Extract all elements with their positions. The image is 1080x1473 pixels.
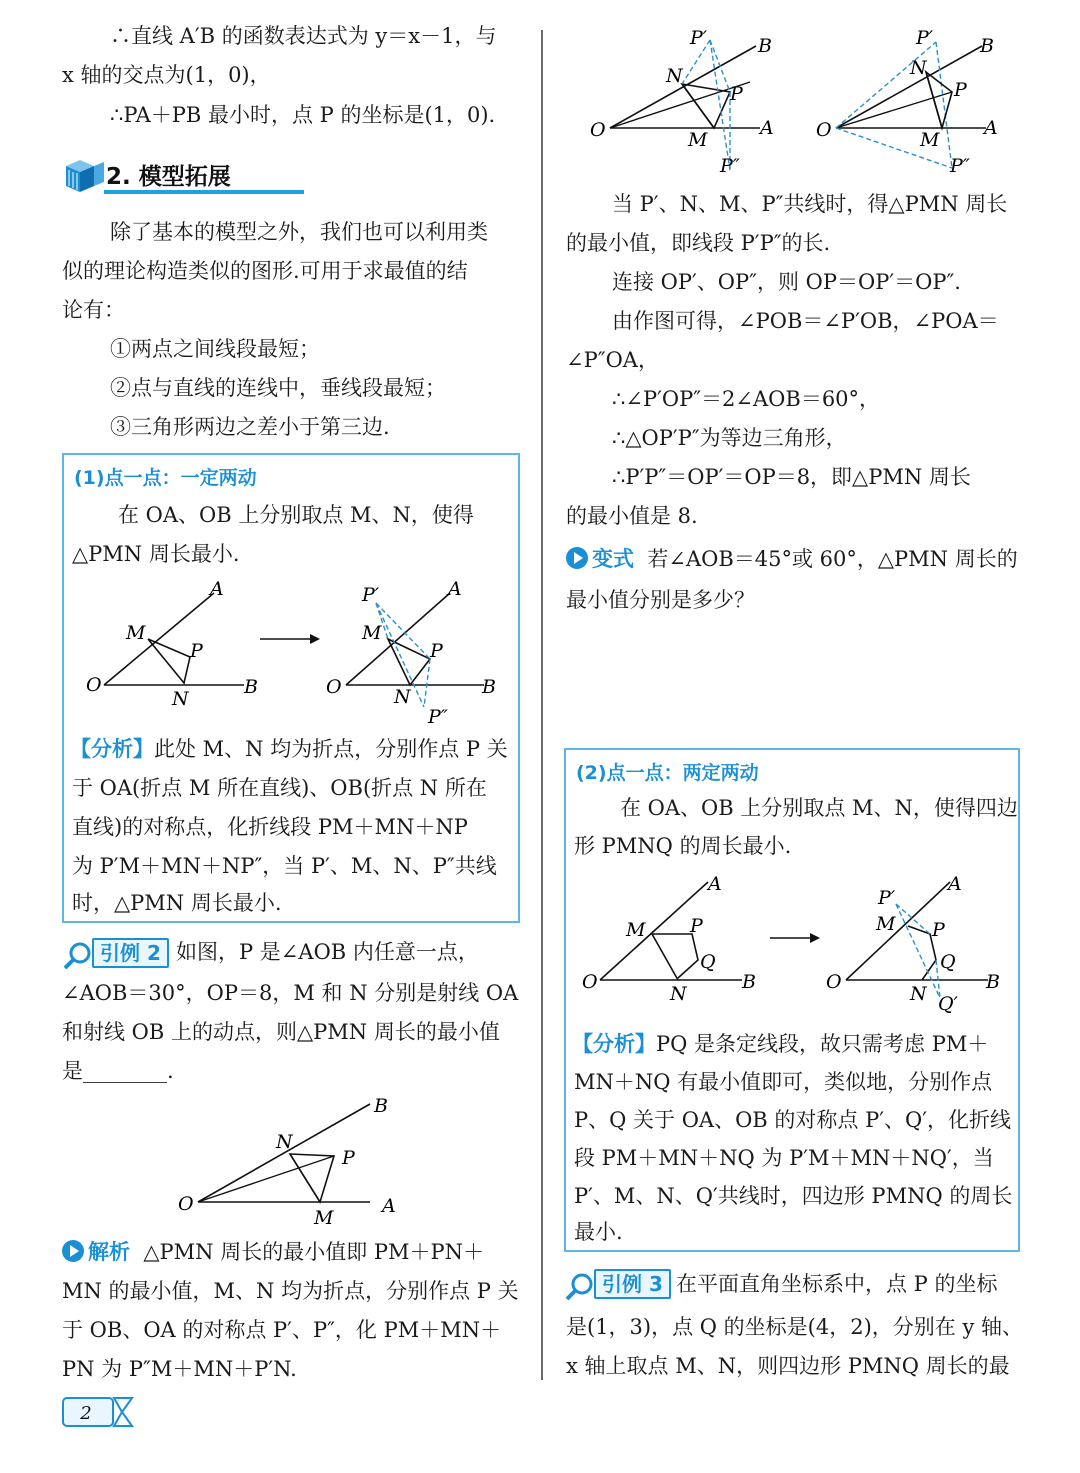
point-item-3: ③三角形两边之差小于第三边.	[110, 415, 390, 439]
right-line-4: 由作图可得，∠POB＝∠P′OB，∠POA＝	[612, 309, 999, 333]
right-line-8: ∴P′P″＝OP′＝OP＝8，即△PMN 周长	[612, 465, 971, 489]
box1-line-2: △PMN 周长最小.	[72, 542, 240, 566]
rfB-P2: P″	[950, 155, 970, 177]
fig1-N: N	[172, 688, 189, 710]
right-line-9: 的最小值是 8.	[566, 504, 698, 528]
f4-B: B	[986, 971, 1000, 993]
fig2-B: B	[482, 676, 496, 698]
ex2-B: B	[374, 1095, 388, 1117]
analysis-tag: 【分析】	[572, 1032, 656, 1056]
body-line-3: 论有：	[62, 298, 125, 322]
analysis-tag: 【分析】	[70, 737, 154, 761]
box1-line-1: 在 OA、OB 上分别取点 M、N，使得	[118, 503, 474, 527]
rfA-B: B	[758, 35, 772, 57]
f4-O: O	[826, 971, 842, 993]
rfA-P: P	[730, 83, 743, 105]
ex2-M: M	[314, 1207, 334, 1229]
rfB-P: P	[954, 79, 967, 101]
box2-analysis-line-2: MN＋NQ 有最小值即可，类似地，分别作点	[574, 1070, 993, 1094]
example2-line-1: 如图，P 是∠AOB 内任意一点，	[176, 940, 479, 964]
body-line-1: 除了基本的模型之外，我们也可以利用类	[110, 220, 488, 244]
fig1-A: A	[210, 578, 224, 600]
f3-A: A	[708, 873, 722, 895]
example3-line-3: x 轴上取点 M、N，则四边形 PMNQ 周长的最	[566, 1354, 1010, 1378]
box2-figure	[566, 868, 1016, 1038]
f3-B: B	[742, 971, 756, 993]
fig1-P: P	[190, 640, 203, 662]
f3-O: O	[582, 971, 598, 993]
example2-tag: 引例 2	[92, 938, 169, 968]
box2-analysis-line-5: P′、M、N、Q′共线时，四边形 PMNQ 的周长	[574, 1184, 1013, 1208]
example2-figure	[170, 1090, 430, 1230]
f4-A: A	[948, 873, 962, 895]
fig2-M: M	[362, 622, 382, 644]
column-divider	[541, 30, 543, 1380]
rfB-P1: P′	[916, 27, 934, 49]
f3-Q: Q	[700, 951, 716, 973]
right-line-5: ∠P″OA，	[566, 348, 659, 372]
page-number-badge	[62, 1395, 124, 1429]
box1-title: (1)点一点：一定两动	[74, 467, 257, 489]
ex2-O: O	[178, 1193, 194, 1215]
box2-line-2: 形 PMNQ 的周长最小.	[574, 834, 792, 858]
box2-analysis-line-4: 段 PM＋MN＋NQ 为 P′M＋MN＋NQ′，当	[574, 1146, 994, 1170]
rfB-N: N	[910, 57, 927, 79]
rfA-O: O	[590, 119, 606, 141]
box2-title: (2)点一点：两定两动	[576, 762, 759, 784]
right-top-figure	[570, 20, 1030, 200]
fig2-N: N	[394, 686, 411, 708]
f4-P1: P′	[878, 887, 896, 909]
page-number: 2	[80, 1403, 92, 1424]
rfB-A: A	[984, 117, 998, 139]
rfB-M: M	[920, 129, 940, 151]
box1-figure	[64, 573, 514, 733]
example2-line-3: 和射线 OB 上的动点，则△PMN 周长的最小值	[62, 1020, 500, 1044]
box2-line-1: 在 OA、OB 上分别取点 M、N，使得四边	[620, 796, 1018, 820]
right-line-3: 连接 OP′、OP″，则 OP＝OP′＝OP″.	[612, 270, 961, 294]
solution-tag: 解析	[62, 1240, 130, 1264]
solution-line-4: PN 为 P″M＋MN＋P′N.	[62, 1357, 297, 1381]
body-line-2: 似的理论构造类似的图形.可用于求最值的结	[62, 259, 468, 283]
rfB-B: B	[980, 35, 994, 57]
rfA-N: N	[666, 65, 683, 87]
example3-line-1: 在平面直角坐标系中，点 P 的坐标	[676, 1272, 998, 1296]
f4-M: M	[876, 913, 896, 935]
box1-analysis-line-2: 于 OA(折点 M 所在直线)、OB(折点 N 所在	[72, 776, 487, 800]
point-item-2: ②点与直线的连线中，垂线段最短；	[110, 376, 446, 400]
play-icon	[566, 547, 588, 569]
fig1-M: M	[126, 622, 146, 644]
fig2-P2: P″	[428, 706, 448, 728]
right-line-6: ∴∠P′OP″＝2∠AOB＝60°，	[612, 387, 881, 411]
magnifier-icon	[564, 1272, 598, 1302]
intro-line-3: ∴PA＋PB 最小时，点 P 的坐标是(1，0).	[110, 103, 496, 127]
fig2-O: O	[326, 676, 342, 698]
f3-P: P	[690, 915, 703, 937]
point-item-1: ①两点之间线段最短；	[110, 337, 320, 361]
box1-analysis-line-1: 【分析】此处 M、N 均为折点，分别作点 P 关	[70, 737, 508, 761]
intro-line-1: ∴直线 A′B 的函数表达式为 y＝x－1，与	[110, 24, 497, 48]
f4-N: N	[910, 983, 927, 1005]
page-tab-icon	[62, 1395, 134, 1431]
rfB-O: O	[816, 119, 832, 141]
right-line-7: ∴△OP′P″为等边三角形，	[612, 426, 847, 450]
ex2-P: P	[342, 1147, 355, 1169]
rfA-A: A	[760, 117, 774, 139]
ex2-N: N	[276, 1131, 293, 1153]
model-box-2	[564, 748, 1020, 1252]
ex2-A: A	[382, 1195, 396, 1217]
box1-analysis-line-4: 为 P′M＋MN＋NP″，当 P′、M、N、P″共线	[72, 854, 497, 878]
example2-line-4: 是________.	[62, 1059, 174, 1083]
box2-analysis-line-1: 【分析】PQ 是条定线段，故只需考虑 PM＋	[572, 1032, 989, 1056]
section-title-text: 2. 模型拓展	[106, 164, 231, 190]
magnifier-icon	[62, 941, 96, 971]
box1-analysis-line-3: 直线)的对称点，化折线段 PM＋MN＋NP	[72, 815, 468, 839]
rfA-M: M	[688, 129, 708, 151]
fig1-B: B	[244, 676, 258, 698]
variant-line-2: 最小值分别是多少？	[566, 588, 755, 612]
box1-analysis-line-5: 时，△PMN 周长最小.	[72, 891, 282, 915]
rfA-P1: P′	[690, 27, 708, 49]
intro-line-2: x 轴的交点为(1，0)，	[62, 63, 271, 87]
example2-line-2: ∠AOB＝30°，OP＝8，M 和 N 分别是射线 OA	[62, 981, 519, 1005]
play-icon	[62, 1240, 84, 1262]
section-title	[62, 152, 252, 196]
right-line-2: 的最小值，即线段 P′P″的长.	[566, 231, 831, 255]
section-underline	[104, 190, 304, 194]
f4-P: P	[932, 919, 945, 941]
fig2-P: P	[430, 640, 443, 662]
box2-analysis-line-6: 最小.	[574, 1220, 623, 1244]
variant-line-1: 变式 若∠AOB＝45°或 60°，△PMN 周长的	[566, 545, 1018, 573]
solution-line-1: 解析 △PMN 周长的最小值即 PM＋PN＋	[62, 1238, 484, 1266]
f4-Q: Q	[940, 951, 956, 973]
model-box-1	[62, 453, 520, 923]
example3-line-2: 是(1，3)，点 Q 的坐标是(4，2)，分别在 y 轴、	[566, 1315, 1023, 1339]
fig2-A: A	[448, 578, 462, 600]
solution-line-3: 于 OB、OA 的对称点 P′、P″，化 PM＋MN＋	[62, 1318, 502, 1342]
fig2-P1: P′	[362, 584, 380, 606]
right-line-1: 当 P′、N、M、P″共线时，得△PMN 周长	[612, 192, 1008, 216]
solution-line-2: MN 的最小值，M、N 均为折点，分别作点 P 关	[62, 1279, 519, 1303]
rfA-P2: P″	[720, 155, 740, 177]
fig1-O: O	[86, 674, 102, 696]
variant-tag: 变式	[566, 547, 634, 571]
example3-tag: 引例 3	[594, 1269, 671, 1299]
f3-N: N	[670, 983, 687, 1005]
box2-analysis-line-3: P、Q 关于 OA、OB 的对称点 P′、Q′，化折线	[574, 1108, 1011, 1132]
cube-stack-icon	[62, 152, 106, 196]
f3-M: M	[626, 919, 646, 941]
f4-Q1: Q′	[938, 993, 958, 1015]
